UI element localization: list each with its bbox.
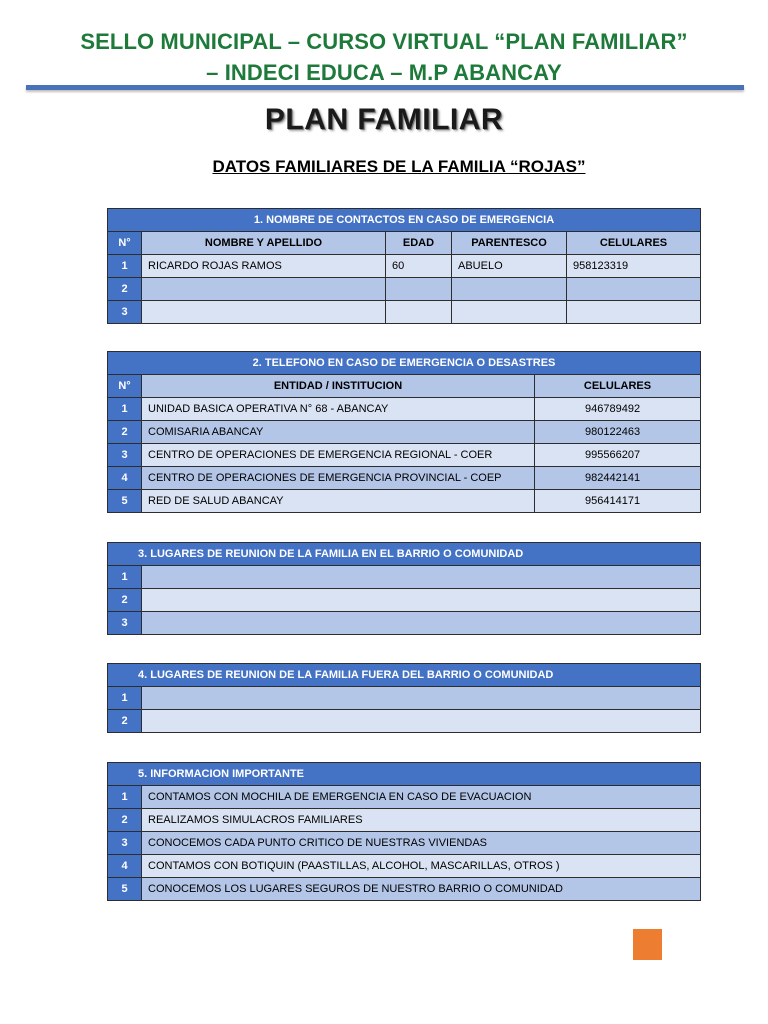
page-title: PLAN FAMILIAR	[264, 103, 504, 136]
row-number: 5	[108, 878, 142, 901]
emergency-phones-table	[107, 351, 701, 513]
table-row	[108, 832, 701, 855]
meeting-place	[142, 566, 701, 589]
row-number: 2	[108, 710, 142, 733]
contact-name: RICARDO ROJAS RAMOS	[142, 255, 386, 278]
contact-phone	[567, 278, 701, 301]
table-row	[108, 421, 701, 444]
table-title: 4. LUGARES DE REUNION DE LA FAMILIA FUERA DEL BARRIO O COMUNIDAD	[108, 664, 701, 687]
contact-age	[386, 301, 452, 324]
institution-phone: 946789492	[535, 398, 701, 421]
table-row	[108, 444, 701, 467]
contact-age: 60	[386, 255, 452, 278]
emergency-contacts-table	[107, 208, 701, 324]
row-number: 2	[108, 278, 142, 301]
contact-phone: 958123319	[567, 255, 701, 278]
column-header: EDAD	[386, 232, 452, 255]
institution-name: UNIDAD BASICA OPERATIVA N° 68 - ABANCAY	[142, 398, 535, 421]
row-number: 3	[108, 444, 142, 467]
column-header: NOMBRE Y APELLIDO	[142, 232, 386, 255]
table-title: 5. INFORMACION IMPORTANTE	[108, 763, 701, 786]
contact-phone	[567, 301, 701, 324]
row-number: 4	[108, 467, 142, 490]
row-number: 3	[108, 612, 142, 635]
info-item: CONTAMOS CON MOCHILA DE EMERGENCIA EN CASO DE EVACUACION	[142, 786, 701, 809]
table-title: 1. NOMBRE DE CONTACTOS EN CASO DE EMERGENCIA	[108, 209, 701, 232]
column-header: ENTIDAD / INSTITUCION	[142, 375, 535, 398]
table-row	[108, 589, 701, 612]
info-item: CONTAMOS CON BOTIQUIN (PAASTILLAS, ALCOHOL, MASCARILLAS, OTROS )	[142, 855, 701, 878]
row-number: 3	[108, 301, 142, 324]
table-row	[108, 687, 701, 710]
row-number: 4	[108, 855, 142, 878]
header-line-1: SELLO MUNICIPAL – CURSO VIRTUAL “PLAN FAMILIAR”	[80, 29, 688, 54]
institution-phone: 995566207	[535, 444, 701, 467]
institution-name: RED DE SALUD ABANCAY	[142, 490, 535, 513]
table-row	[108, 855, 701, 878]
column-header: N°	[108, 232, 142, 255]
table-title: 2. TELEFONO EN CASO DE EMERGENCIA O DESASTRES	[108, 352, 701, 375]
important-info-table	[107, 762, 701, 901]
table-title: 3. LUGARES DE REUNION DE LA FAMILIA EN EL BARRIO O COMUNIDAD	[108, 543, 701, 566]
column-header: CELULARES	[535, 375, 701, 398]
table-row	[108, 612, 701, 635]
row-number: 2	[108, 809, 142, 832]
column-header: CELULARES	[567, 232, 701, 255]
row-number: 1	[108, 255, 142, 278]
table-row	[108, 809, 701, 832]
row-number: 3	[108, 832, 142, 855]
info-item: CONOCEMOS LOS LUGARES SEGUROS DE NUESTRO BARRIO O COMUNIDAD	[142, 878, 701, 901]
row-number: 5	[108, 490, 142, 513]
table-row	[108, 255, 701, 278]
meeting-place	[142, 710, 701, 733]
meeting-place	[142, 612, 701, 635]
table-row	[108, 278, 701, 301]
institution-name: CENTRO DE OPERACIONES DE EMERGENCIA REGIONAL - COER	[142, 444, 535, 467]
column-header: PARENTESCO	[452, 232, 567, 255]
contact-name	[142, 301, 386, 324]
row-number: 1	[108, 398, 142, 421]
info-item: CONOCEMOS CADA PUNTO CRITICO DE NUESTRAS VIVIENDAS	[142, 832, 701, 855]
table-row	[108, 786, 701, 809]
header-line-2: – INDECI EDUCA – M.P ABANCAY	[206, 60, 562, 85]
table-row	[108, 398, 701, 421]
row-number: 1	[108, 687, 142, 710]
row-number: 2	[108, 589, 142, 612]
institution-phone: 982442141	[535, 467, 701, 490]
table-row	[108, 301, 701, 324]
table-row	[108, 467, 701, 490]
institution-phone: 956414171	[535, 490, 701, 513]
row-number: 2	[108, 421, 142, 444]
contact-age	[386, 278, 452, 301]
meeting-places-inside-table	[107, 542, 701, 635]
contact-relationship	[452, 301, 567, 324]
table-row	[108, 878, 701, 901]
document-header	[0, 26, 768, 88]
header-divider	[26, 85, 744, 90]
meeting-place	[142, 687, 701, 710]
institution-name: COMISARIA ABANCAY	[142, 421, 535, 444]
meeting-places-outside-table	[107, 663, 701, 733]
page-subtitle: DATOS FAMILIARES DE LA FAMILIA “ROJAS”	[212, 157, 586, 176]
column-header: N°	[108, 375, 142, 398]
contact-relationship: ABUELO	[452, 255, 567, 278]
row-number: 1	[108, 786, 142, 809]
institution-name: CENTRO DE OPERACIONES DE EMERGENCIA PROVINCIAL - COEP	[142, 467, 535, 490]
table-row	[108, 490, 701, 513]
table-row	[108, 566, 701, 589]
contact-relationship	[452, 278, 567, 301]
table-row	[108, 710, 701, 733]
institution-phone: 980122463	[535, 421, 701, 444]
info-item: REALIZAMOS SIMULACROS FAMILIARES	[142, 809, 701, 832]
contact-name	[142, 278, 386, 301]
row-number: 1	[108, 566, 142, 589]
meeting-place	[142, 589, 701, 612]
orange-square-decoration	[633, 929, 662, 960]
